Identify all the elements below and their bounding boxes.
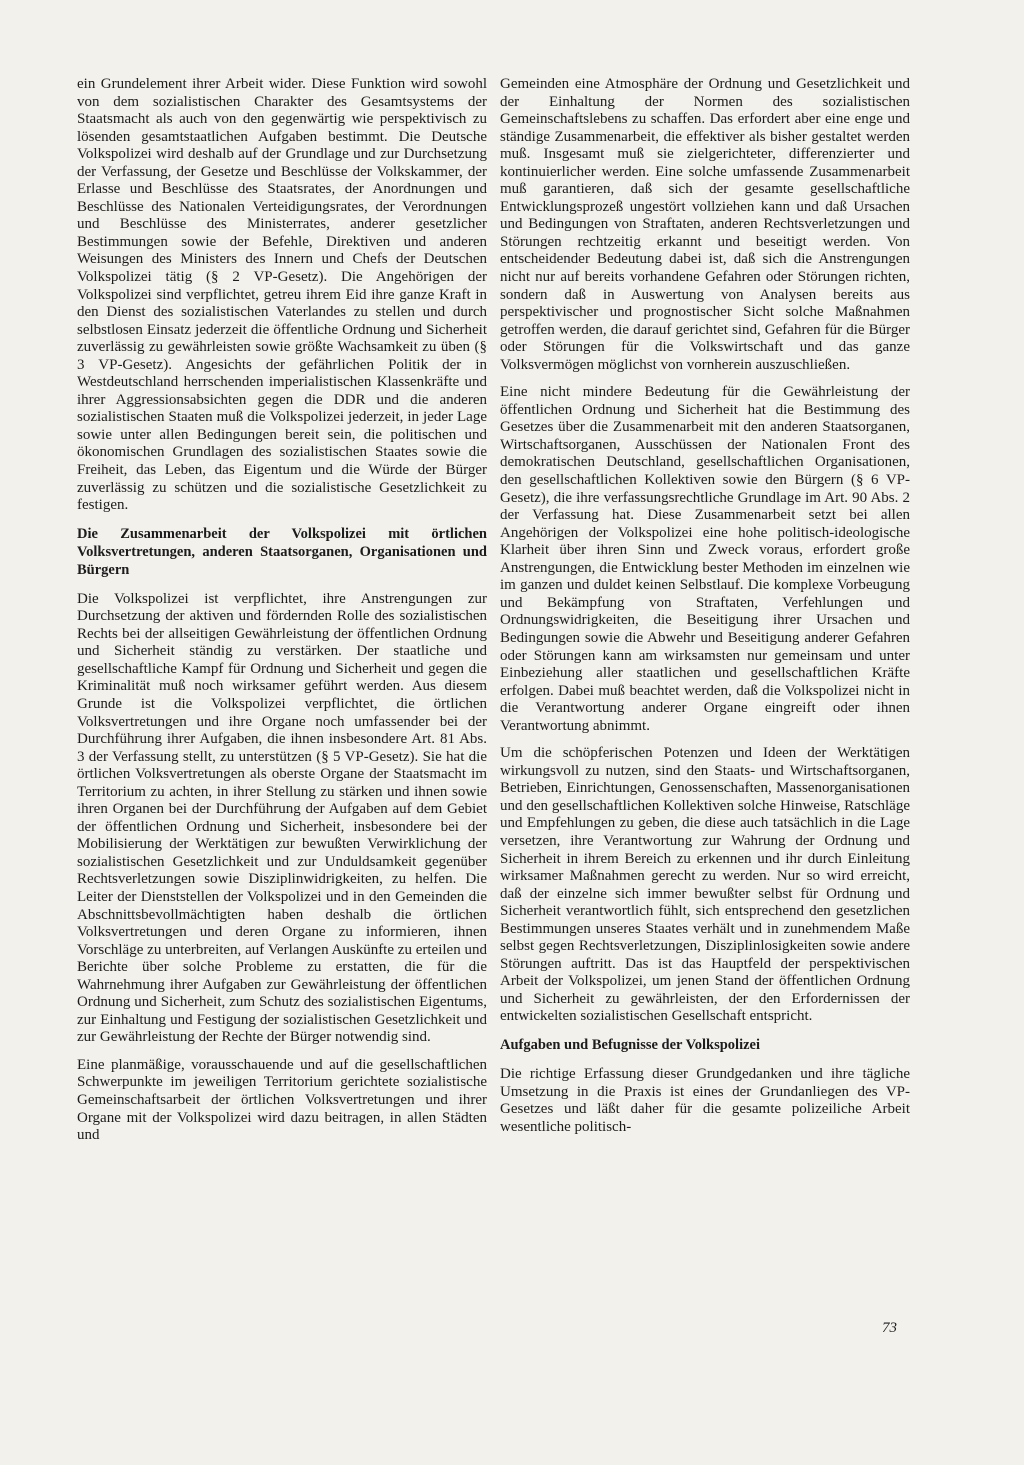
section-heading: Aufgaben und Befugnisse der Volkspolizei bbox=[500, 1036, 760, 1053]
paragraph: Eine nicht mindere Bedeutung für die Gewährleistung der öffentlichen Ordnung und Sicherheit hat die Bestimmung des Gesetzes über die Zusammenarbeit mit den anderen Staatsorganen, Wirtschaftsorganen, Ausschüssen der Nationalen Front des demokratischen Deutschland, gesellschaftlichen Organisationen, den gesellschaftlichen Kollektiven sowie den Bürgern (§ 6 VP-Gesetz), die ihre verfassungsrechtliche Grundlage im Art. 90 Abs. 2 der Verfassung hat. Diese Zusammenarbeit setzt bei allen Angehörigen der Volkspolizei eine hohe politisch-ideologische Klarheit über ihren Sinn und Zweck voraus, erfordert große Anstrengungen, die Entwicklung bester Methoden im einzelnen wie im ganzen und duldet keinen Selbstlauf. Die komplexe Vorbeugung und Bekämpfung von Straftaten, Verfehlungen und Ordnungswidrigkeiten, die Beseitigung ihrer Ursachen und Bedingungen sowie die Abwehr und Beseitigung anderer Gefahren oder Störungen kann am wirksamsten nur gemeinsam und unter Einbeziehung aller staatlichen und gesellschaftlichen Kräfte erfolgen. Dabei muß beachtet werden, daß die Volkspolizei nicht in die Verantwortung anderer Organe eingreift oder ihnen Verantwortung abnimmt. bbox=[500, 384, 910, 734]
paragraph: Um die schöpferischen Potenzen und Ideen der Werktätigen wirkungsvoll zu nutzen, sind den Staats- und Wirtschaftsorganen, Betrieben, Einrichtungen, Genossenschaften, Massenorganisationen und den gesellschaftlichen Kollektiven solche Hinweise, Ratschläge und Empfehlungen zu geben, die diese auch tatsächlich in die Lage versetzen, ihre Verantwortung zur Wahrung der Ordnung und Sicherheit in ihrem Bereich zu erkennen und ihr durch Einleitung wirksamer Maßnahmen gerecht zu werden. Nur so wird erreicht, daß der einzelne sich immer bewußter selbst für Ordnung und Sicherheit verantwortlich fühlt, sich entsprechend den gesetzlichen Bestimmungen unseres Staates verhält und in zunehmendem Maße selbst gegen Rechtsverletzungen, Disziplinlosigkeiten sowie andere Störungen auftritt. Das ist das Hauptfeld der perspektivischen Arbeit der Volkspolizei, um jenen Stand der öffentlichen Ordnung und Sicherheit zu gewährleisten, der den Erfordernissen der entwickelten sozialistischen Gesellschaft entspricht. bbox=[500, 745, 910, 1025]
page-number: 73 bbox=[882, 1320, 897, 1336]
section-heading: Die Zusammenarbeit der Volkspolizei mit örtlichen Volksvertretungen, anderen Staatsorganen, Organisationen und Bürgern bbox=[77, 525, 487, 578]
left-column bbox=[77, 76, 487, 1155]
right-column bbox=[500, 76, 910, 1146]
paragraph: ein Grundelement ihrer Arbeit wider. Diese Funktion wird sowohl von dem sozialistischen Charakter des Gesamtsystems der Staatsmacht als auch von den gegenwärtig wie perspektivisch zu lösenden gesamtstaatlichen Aufgaben bestimmt. Die Deutsche Volkspolizei wird deshalb auf der Grundlage und zur Durchsetzung der Verfassung, der Gesetze und Beschlüsse der Volkskammer, der Erlasse und Beschlüsse des Staatsrates, der Anordnungen und Beschlüsse des Nationalen Verteidigungsrates, der Verordnungen und Beschlüsse des Ministerrates, anderer gesetzlicher Bestimmungen sowie der Befehle, Direktiven und anderen Weisungen des Ministers des Innern und Chefs der Deutschen Volkspolizei tätig (§ 2 VP-Gesetz). Die Angehörigen der Volkspolizei sind verpflichtet, getreu ihrem Eid ihre ganze Kraft in den Dienst des sozialistischen Vaterlandes zu stellen und durch selbstlosen Einsatz jederzeit die öffentliche Ordnung und Sicherheit zuverlässig zu gewährleisten sowie größte Wachsamkeit zu üben (§ 3 VP-Gesetz). Angesichts der gefährlichen Politik der in Westdeutschland herrschenden imperialistischen Klassenkräfte und ihrer Aggressionsabsichten gegen die DDR und die anderen sozialistischen Staaten muß die Volkspolizei jederzeit, in jeder Lage sowie unter allen Bedingungen bereit sein, die politischen und ökonomischen Grundlagen des sozialistischen Staates sowie die Freiheit, das Leben, das Eigentum und die Würde der Bürger zuverlässig zu schützen und die sozialistische Gesetzlichkeit zu festigen. bbox=[77, 76, 487, 514]
paragraph: Eine planmäßige, vorausschauende und auf die gesellschaftlichen Schwerpunkte im jeweiligen Territorium gerichtete sozialistische Gemeinschaftsarbeit der örtlichen Volksvertretungen und ihrer Organe mit der Volkspolizei wird dazu beitragen, in allen Städten und bbox=[77, 1056, 487, 1144]
paragraph: Gemeinden eine Atmosphäre der Ordnung und Gesetzlichkeit und der Einhaltung der Normen des sozialistischen Gemeinschaftslebens zu schaffen. Das erfordert aber eine enge und ständige Zusammenarbeit, die effektiver als bisher gestaltet werden muß. Insgesamt muß sie zielgerichteter, differenzierter und kontinuierlicher werden. Eine solche umfassende Zusammenarbeit muß garantieren, daß sich der gesamte gesellschaftliche Entwicklungsprozeß ungestört vollziehen kann und daß Ursachen und Bedingungen von Straftaten, anderen Rechtsverletzungen und Störungen rechtzeitig erkannt und beseitigt werden. Von entscheidender Bedeutung dabei ist, daß sich die Anstrengungen nicht nur auf bereits vorhandene Gefahren oder Störungen richten, sondern daß in Auswertung von Analysen bereits aus perspektivischer und prognostischer Sicht solche Maßnahmen getroffen werden, die darauf gerichtet sind, Gefahren für die Bürger oder Störungen für die Volkswirtschaft und das ganze Volksvermögen möglichst von vornherein auszuschließen. bbox=[500, 76, 910, 373]
paragraph: Die richtige Erfassung dieser Grundgedanken und ihre tägliche Umsetzung in die Praxis ist eines der Grundanliegen des VP-Gesetzes und läßt daher für die gesamte polizeiliche Arbeit wesentliche politisch- bbox=[500, 1065, 910, 1135]
paragraph: Die Volkspolizei ist verpflichtet, ihre Anstrengungen zur Durchsetzung der aktiven und fördernden Rolle des sozialistischen Rechts bei der allseitigen Gewährleistung der öffentlichen Ordnung und Sicherheit ständig zu verstärken. Der staatliche und gesellschaftliche Kampf für Ordnung und Sicherheit und gegen die Kriminalität muß noch wirksamer geführt werden. Aus diesem Grunde ist die Volkspolizei verpflichtet, die örtlichen Volksvertretungen und ihre Organe noch umfassender bei der Durchführung ihrer Aufgaben, die ihnen insbesondere Art. 81 Abs. 3 der Verfassung stellt, zu unterstützen (§ 5 VP-Gesetz). Sie hat die örtlichen Volksvertretungen als oberste Organe der Staatsmacht im Territorium zu achten, in ihrer Stellung zu stärken und ihnen sowie ihren Organen bei der Durchführung der Aufgaben auf dem Gebiet der öffentlichen Ordnung und Sicherheit, insbesondere bei der Mobilisierung der Werktätigen zur bewußten Verwirklichung der sozialistischen Gesetzlichkeit und zur Unduldsamkeit gegenüber Rechtsverletzungen sowie Disziplinwidrigkeiten, zu helfen. Die Leiter der Dienststellen der Volkspolizei und in den Gemeinden die Abschnittsbevollmächtigten haben deshalb die örtlichen Volksvertretungen und deren Organe zu informieren, ihnen Vorschläge zu unterbreiten, auf Verlangen Auskünfte zu erteilen und Berichte über solche Probleme zu erstatten, die für die Wahrnehmung ihrer Aufgaben zur Gewährleistung der öffentlichen Ordnung und Sicherheit, zum Schutz des sozialistischen Eigentums, zur Einhaltung und Festigung der sozialistischen Gesetzlichkeit und zur Gewährleistung der Rechte der Bürger notwendig sind. bbox=[77, 590, 487, 1046]
